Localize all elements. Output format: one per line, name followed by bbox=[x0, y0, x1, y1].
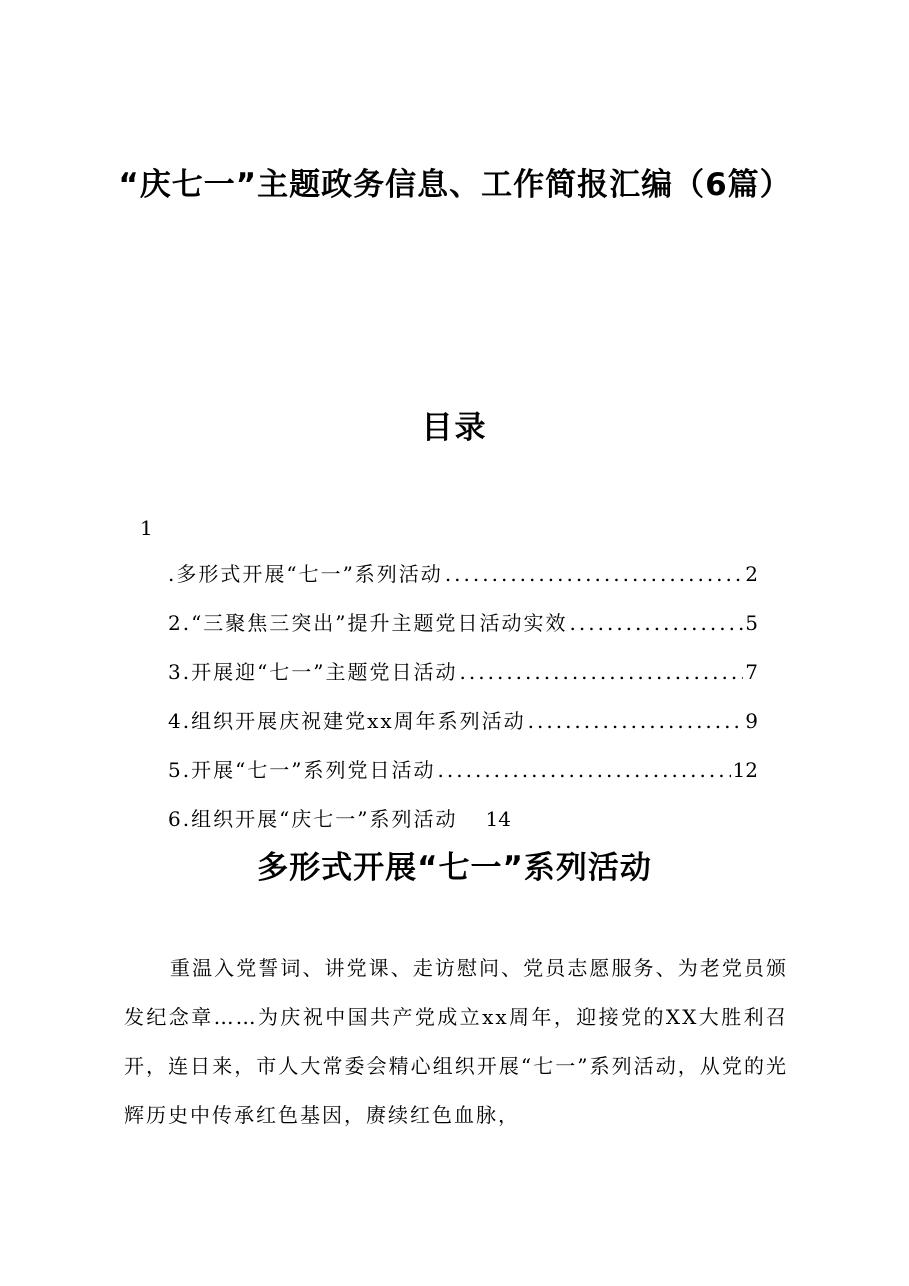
body-paragraph: 重温入党誓词、讲党课、走访慰问、党员志愿服务、为老党员颁发纪念章……为庆祝中国共产党成立xx周年，迎接党的XX大胜利召开，连日来，市人大常委会精心组织开展“七一”系列活动，从党的光辉历史中传承红色基因，赓续红色血脉， bbox=[124, 956, 788, 1127]
toc-item-text: 6.组织开展“庆七一”系列活动 bbox=[168, 807, 458, 831]
toc-item-text: 5.开展“七一”系列党日活动 bbox=[168, 758, 436, 782]
toc-item-6[interactable] bbox=[168, 803, 758, 852]
toc-item-text: 2.“三聚焦三突出”提升主题党日活动实效 bbox=[168, 611, 568, 635]
toc-page-number: 12 bbox=[732, 758, 758, 782]
toc-heading: 目录 bbox=[421, 410, 488, 446]
document-title: “庆七一”主题政务信息、工作简报汇编（6篇） bbox=[118, 167, 792, 203]
toc-page-number: 7 bbox=[745, 660, 758, 684]
toc-dot-leader bbox=[445, 558, 743, 590]
toc-dot-leader bbox=[438, 754, 731, 786]
toc-item-5[interactable] bbox=[168, 754, 758, 803]
toc-item-text: 3.开展迎“七一”主题党日活动 bbox=[168, 660, 458, 684]
toc-dot-leader bbox=[528, 705, 744, 737]
toc-page-number: 2 bbox=[745, 562, 758, 586]
toc-page-number: 5 bbox=[745, 611, 758, 635]
toc-item-2[interactable] bbox=[168, 607, 758, 656]
toc-dot-leader bbox=[570, 607, 744, 639]
toc-item-1[interactable] bbox=[168, 558, 758, 607]
toc-page-number: 14 bbox=[485, 807, 511, 831]
table-of-contents bbox=[168, 558, 758, 852]
toc-page-number: 9 bbox=[745, 709, 758, 733]
toc-stray-number: 1 bbox=[140, 516, 153, 540]
toc-dot-leader bbox=[460, 656, 744, 688]
toc-item-text: 4.组织开展庆祝建党xx周年系列活动 bbox=[168, 709, 526, 733]
toc-item-3[interactable] bbox=[168, 656, 758, 705]
section-heading: 多形式开展“七一”系列活动 bbox=[257, 850, 652, 886]
toc-item-text: .多形式开展“七一”系列活动 bbox=[168, 562, 443, 586]
toc-item-4[interactable] bbox=[168, 705, 758, 754]
